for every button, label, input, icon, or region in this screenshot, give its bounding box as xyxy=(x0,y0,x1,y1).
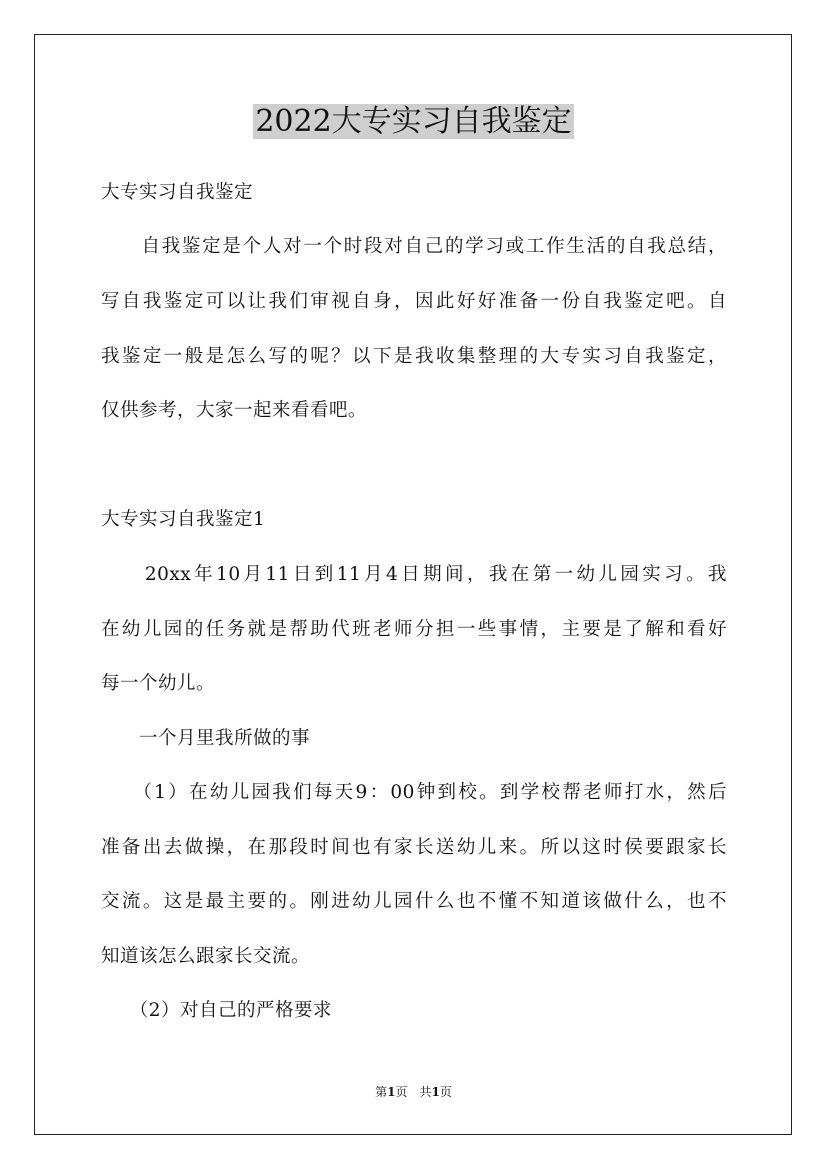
section-heading: 大专实习自我鉴定1 xyxy=(101,509,266,530)
page-number-current: 1 xyxy=(387,1085,396,1099)
paragraph-line: （1）在幼儿园我们每天9：00钟到校。到学校帮老师打水，然后 xyxy=(101,782,727,803)
paragraph-line: 每一个幼儿。 xyxy=(101,673,216,694)
paragraph-line: 一个月里我所做的事 xyxy=(101,728,311,749)
document-title-text: 2022大专实习自我鉴定 xyxy=(255,104,572,139)
footer-text: 页 xyxy=(439,1085,452,1099)
paragraph-line: 知道该怎么跟家长交流。 xyxy=(101,946,311,967)
paragraph-line: 在幼儿园的任务就是帮助代班老师分担一些事情，主要是了解和看好 xyxy=(101,619,727,640)
document-title xyxy=(0,100,827,144)
paragraph-line: 仅供参考，大家一起来看看吧。 xyxy=(101,400,368,421)
footer-text: 页 共 xyxy=(395,1085,432,1099)
section-heading: 大专实习自我鉴定 xyxy=(101,182,254,203)
paragraph-line: 准备出去做操，在那段时间也有家长送幼儿来。所以这时侯要跟家长 xyxy=(101,837,727,858)
page-footer xyxy=(0,1083,827,1101)
paragraph-line: 写自我鉴定可以让我们审视自身，因此好好准备一份自我鉴定吧。自 xyxy=(101,291,727,312)
paragraph-line: （2）对自己的严格要求 xyxy=(101,1000,333,1021)
paragraph-line: 20xx年10月11日到11月4日期间，我在第一幼儿园实习。我 xyxy=(101,564,727,585)
paragraph-line: 交流。这是最主要的。刚进幼儿园什么也不懂不知道该做什么，也不 xyxy=(101,891,727,912)
paragraph-line: 自我鉴定是个人对一个时段对自己的学习或工作生活的自我总结， xyxy=(101,236,727,257)
paragraph-line: 我鉴定一般是怎么写的呢？以下是我收集整理的大专实习自我鉴定， xyxy=(101,346,727,367)
page-number-total: 1 xyxy=(431,1085,440,1099)
footer-text: 第 xyxy=(375,1085,388,1099)
